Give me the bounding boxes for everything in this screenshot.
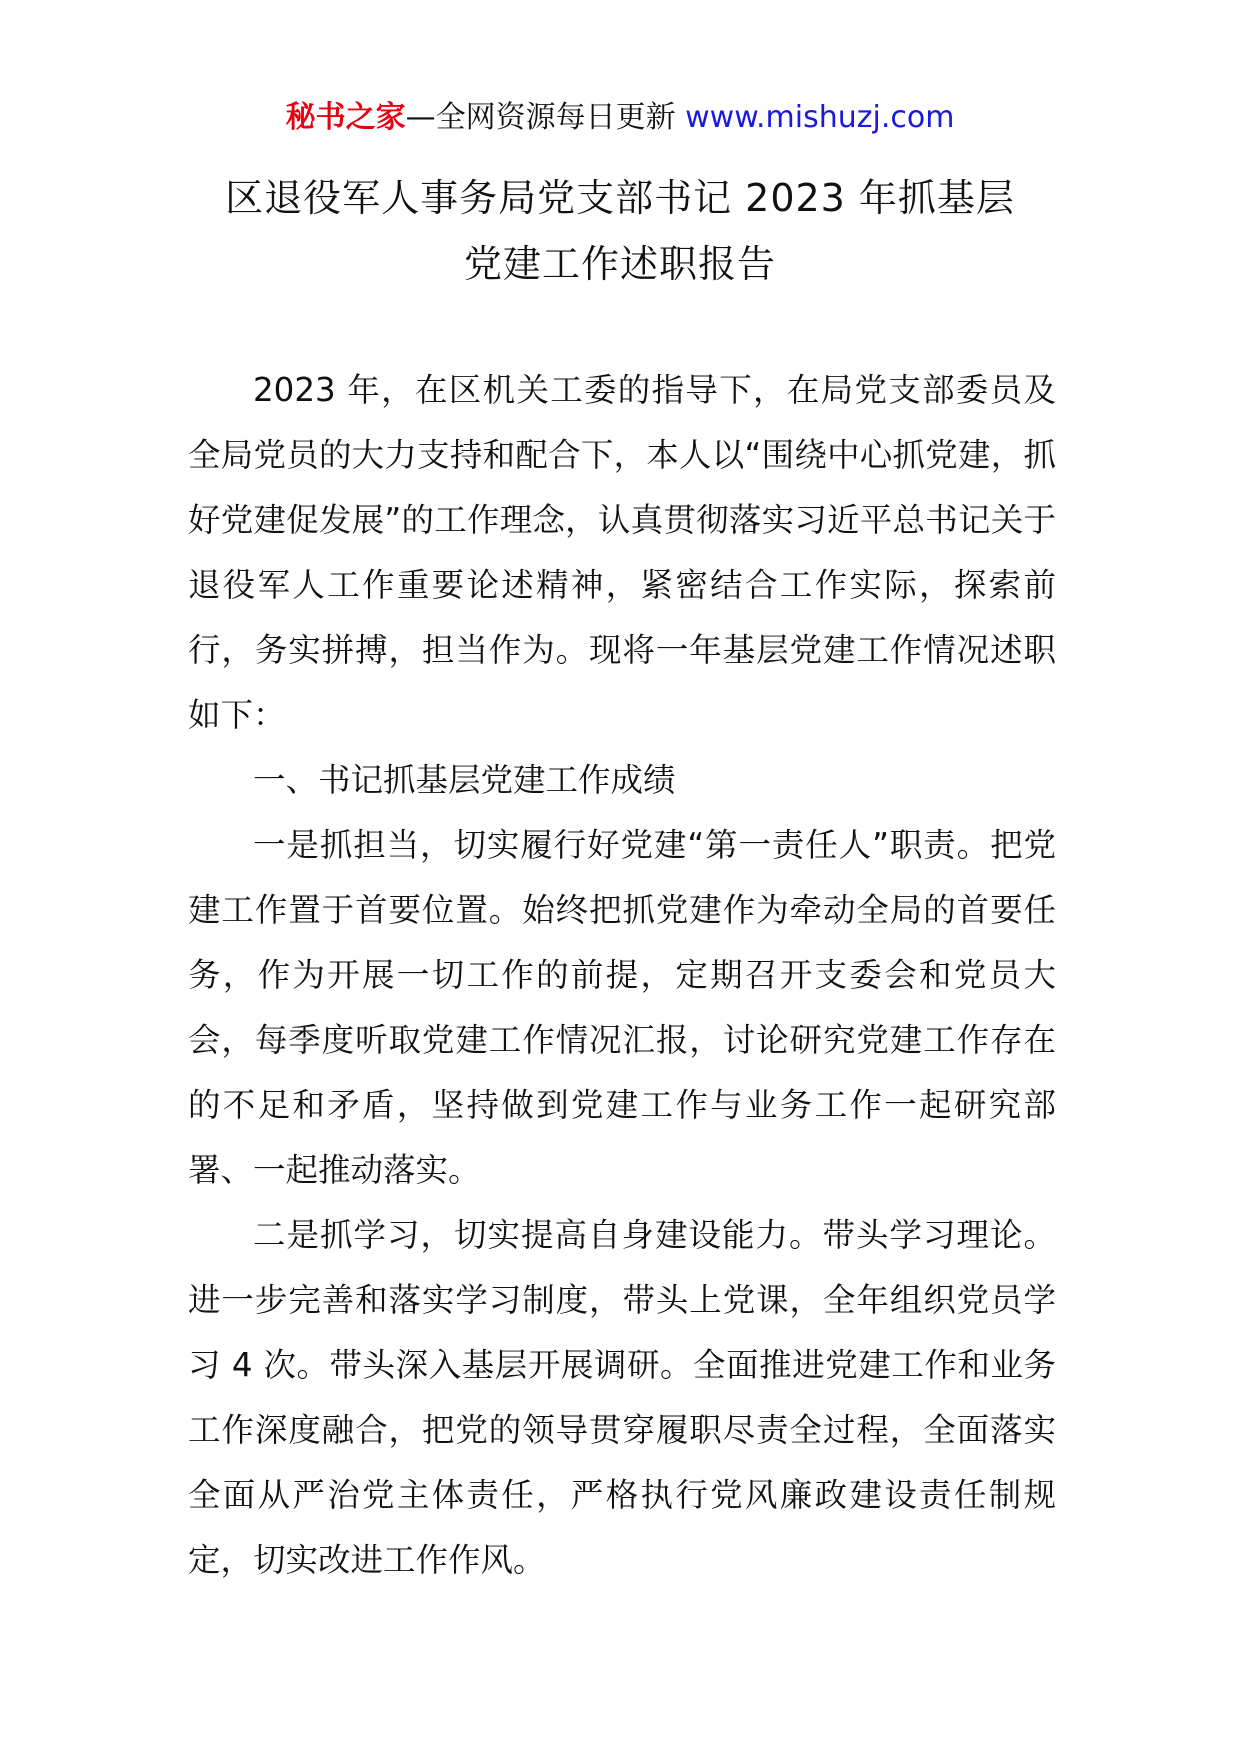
- site-header: [0, 98, 1240, 138]
- site-url-link[interactable]: www.mishuzj.com: [685, 100, 955, 135]
- body-paragraph: 二是抓学习，切实提高自身建设能力。带头学习理论。进一步完善和落实学习制度，带头上党课，全年组织党员学习 4 次。带头深入基层开展调研。全面推进党建工作和业务工作深度融合，把党的领导贯穿履职尽责全过程，全面落实全面从严治党主体责任，严格执行党风廉政建设责任制规定，切实改进工作作风。: [188, 1216, 1056, 1579]
- brand-name: 秘书之家: [285, 100, 406, 135]
- document-body: [188, 358, 1056, 1593]
- section-heading: 一、书记抓基层党建工作成绩: [253, 761, 676, 799]
- title-line-1: 区退役军人事务局党支部书记 2023 年抓基层: [225, 176, 1015, 220]
- title-line-2: 党建工作述职报告: [463, 242, 776, 286]
- intro-paragraph: 2023 年，在区机关工委的指导下，在局党支部委员及全局党员的大力支持和配合下，本人以“围绕中心抓党建，抓好党建促发展”的工作理念，认真贯彻落实习近平总书记关于退役军人工作重要论述精神，紧密结合工作实际，探索前行，务实拼搏，担当作为。现将一年基层党建工作情况述职如下：: [188, 371, 1056, 734]
- body-paragraph: 一是抓担当，切实履行好党建“第一责任人”职责。把党建工作置于首要位置。始终把抓党建作为牵动全局的首要任务，作为开展一切工作的前提，定期召开支委会和党员大会，每季度听取党建工作情况汇报，讨论研究党建工作存在的不足和矛盾，坚持做到党建工作与业务工作一起研究部署、一起推动落实。: [188, 826, 1056, 1189]
- document-title: [150, 165, 1090, 297]
- header-tagline: —全网资源每日更新: [405, 100, 686, 135]
